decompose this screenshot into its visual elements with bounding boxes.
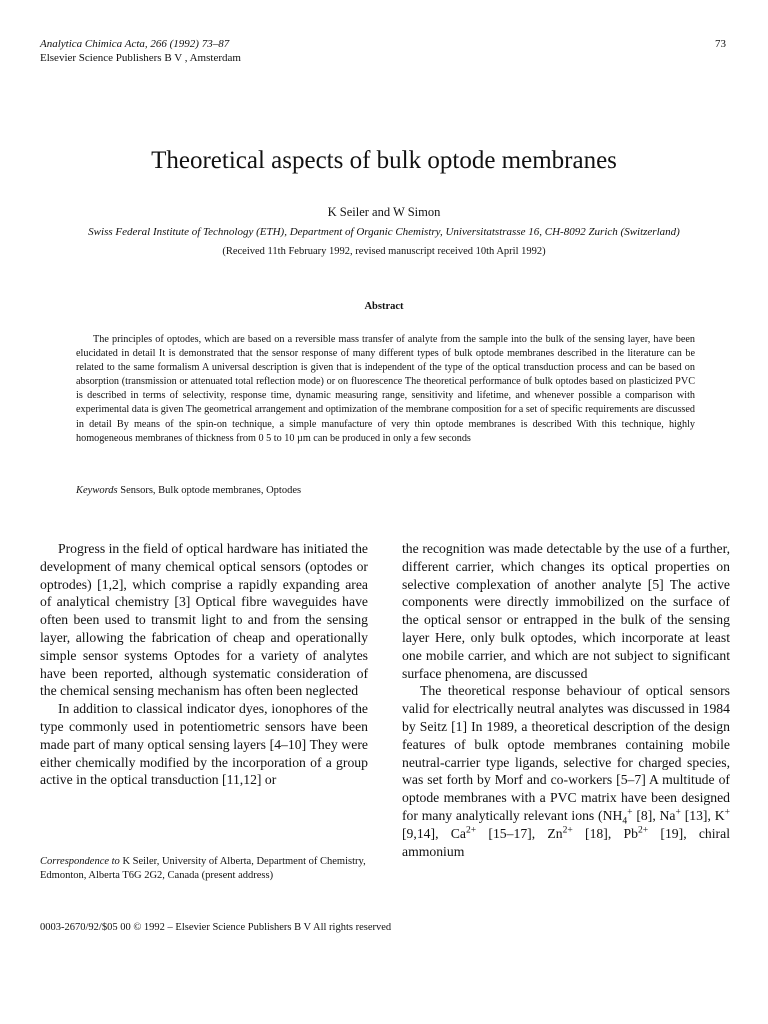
abstract-heading: Abstract (364, 301, 404, 312)
ion-ammonium: $NH_4^+$ (602, 806, 633, 827)
ion-zinc: $Zn^{2+}$ (547, 824, 573, 841)
abstract-text: The principles of optodes, which are based on a reversible mass transfer of analyte from the sample into the bulk of the sensing layer, have been elucidated in detail It is demonstrated that the sensor response of many different types of bulk optode membranes described in the literature can be related to the same formalism A universal description is given that is independent of the type of the optical transduction process and can be based on absorption (transmission or attenuated total reflection mode) or on fluorescence The theoretical performance of bulk optodes based on plasticized PVC is described in terms of selectivity, response time, dynamic measuring range, sensitivity and lifetime, and whenever possible a comparison with experimental data is given The geometrical arrangement and optimization of the membrane composition for a set of specific requirements are discussed in detail By means of the spin-on technique, a simple manufacture of very thin optode membranes is described With this technique, highly homogeneous membranes of thickness from 0 5 to 10 µm can be produced in only a few seconds (76, 334, 695, 444)
journal-citation: Analytica Chimica Acta, 266 (1992) 73–87 (40, 38, 230, 50)
footnote-label: Correspondence to (40, 856, 120, 867)
publisher-line: Elsevier Science Publishers B V , Amsterdam (40, 52, 241, 64)
reference: [18], (572, 825, 624, 841)
article-authors: K Seiler and W Simon (327, 205, 441, 219)
body-paragraph: In addition to classical indicator dyes, ionophores of the type commonly used in potentiometric sensors have been made part of many optical sensing layers [4–10] They were either chemically modified by the incorporation of a group active in the optical transduction [11,12] or (40, 701, 368, 788)
correspondence-footnote (40, 855, 370, 882)
reference: [9,14], (402, 825, 451, 841)
body-column-left (40, 540, 368, 789)
paragraph-text: The theoretical response behaviour of optical sensors valid for electrically neutral analytes was discussed in 1984 by Seitz [1] In 1989, a theoretical description of the design features of bulk optode membranes containing mobile neutral-carrier type ligands, selective for charged species, was set forth by Morf and co-workers [5–7] A multitude of optode membranes with a PVC matrix have been designed for many analytically relevant ions ( (402, 683, 730, 823)
ion-calcium: $Ca^{2+}$ (450, 824, 477, 841)
author-affiliation: Swiss Federal Institute of Technology (ETH), Department of Organic Chemistry, Universitatstrasse 16, CH-8092 Zurich (Switzerland) (88, 226, 680, 238)
keywords-label: Keywords (76, 485, 118, 496)
body-paragraph: the recognition was made detectable by the use of a further, different carrier, which changes its optical properties on selective complexation of another analyte [5] The active components were directly immobilized on the surface of the optical sensor or entrapped in the bulk of the sensing layer Here, only bulk optodes, which incorporate at least one mobile carrier, and which are not subject to significant surface phenomena, are discussed (402, 541, 730, 681)
body-paragraph (402, 682, 730, 860)
body-paragraph: Progress in the field of optical hardware has initiated the development of many chemical optical sensors (optodes or optrodes) [1,2], which comprise a rapidly expanding area of analytical chemistry [3] Optical fibre waveguides have often been used to transmit light to and from the sensing layer, allowing the fabrication of cheap and operationally simple sensor systems Optodes for a variety of analytes have been reported, although systematic consideration of the chemical sensing mechanism has often been neglected (40, 541, 368, 699)
keywords-line (76, 485, 695, 496)
reference: [19], chiral ammonium (402, 825, 730, 859)
received-dates: (Received 11th February 1992, revised manuscript received 10th April 1992) (222, 246, 546, 257)
reference: [15–17], (476, 825, 548, 841)
ion-lead: $Pb^{2+}$ (623, 824, 649, 841)
keywords-list: Sensors, Bulk optode membranes, Optodes (120, 485, 302, 496)
page-number: 73 (715, 38, 726, 50)
ion-sodium: Na+ (659, 806, 681, 823)
body-column-right (402, 540, 730, 860)
footnote-text: K Seiler, University of Alberta, Department of Chemistry, Edmonton, Alberta T6G 2G2, Canada (present address) (40, 856, 366, 881)
ion-potassium: K+ (714, 806, 730, 823)
article-title: Theoretical aspects of bulk optode membranes (151, 147, 617, 174)
reference: [8], (632, 807, 660, 823)
reference: [13], (680, 807, 715, 823)
copyright-line: 0003-2670/92/$05 00 © 1992 – Elsevier Science Publishers B V All rights reserved (40, 922, 392, 933)
